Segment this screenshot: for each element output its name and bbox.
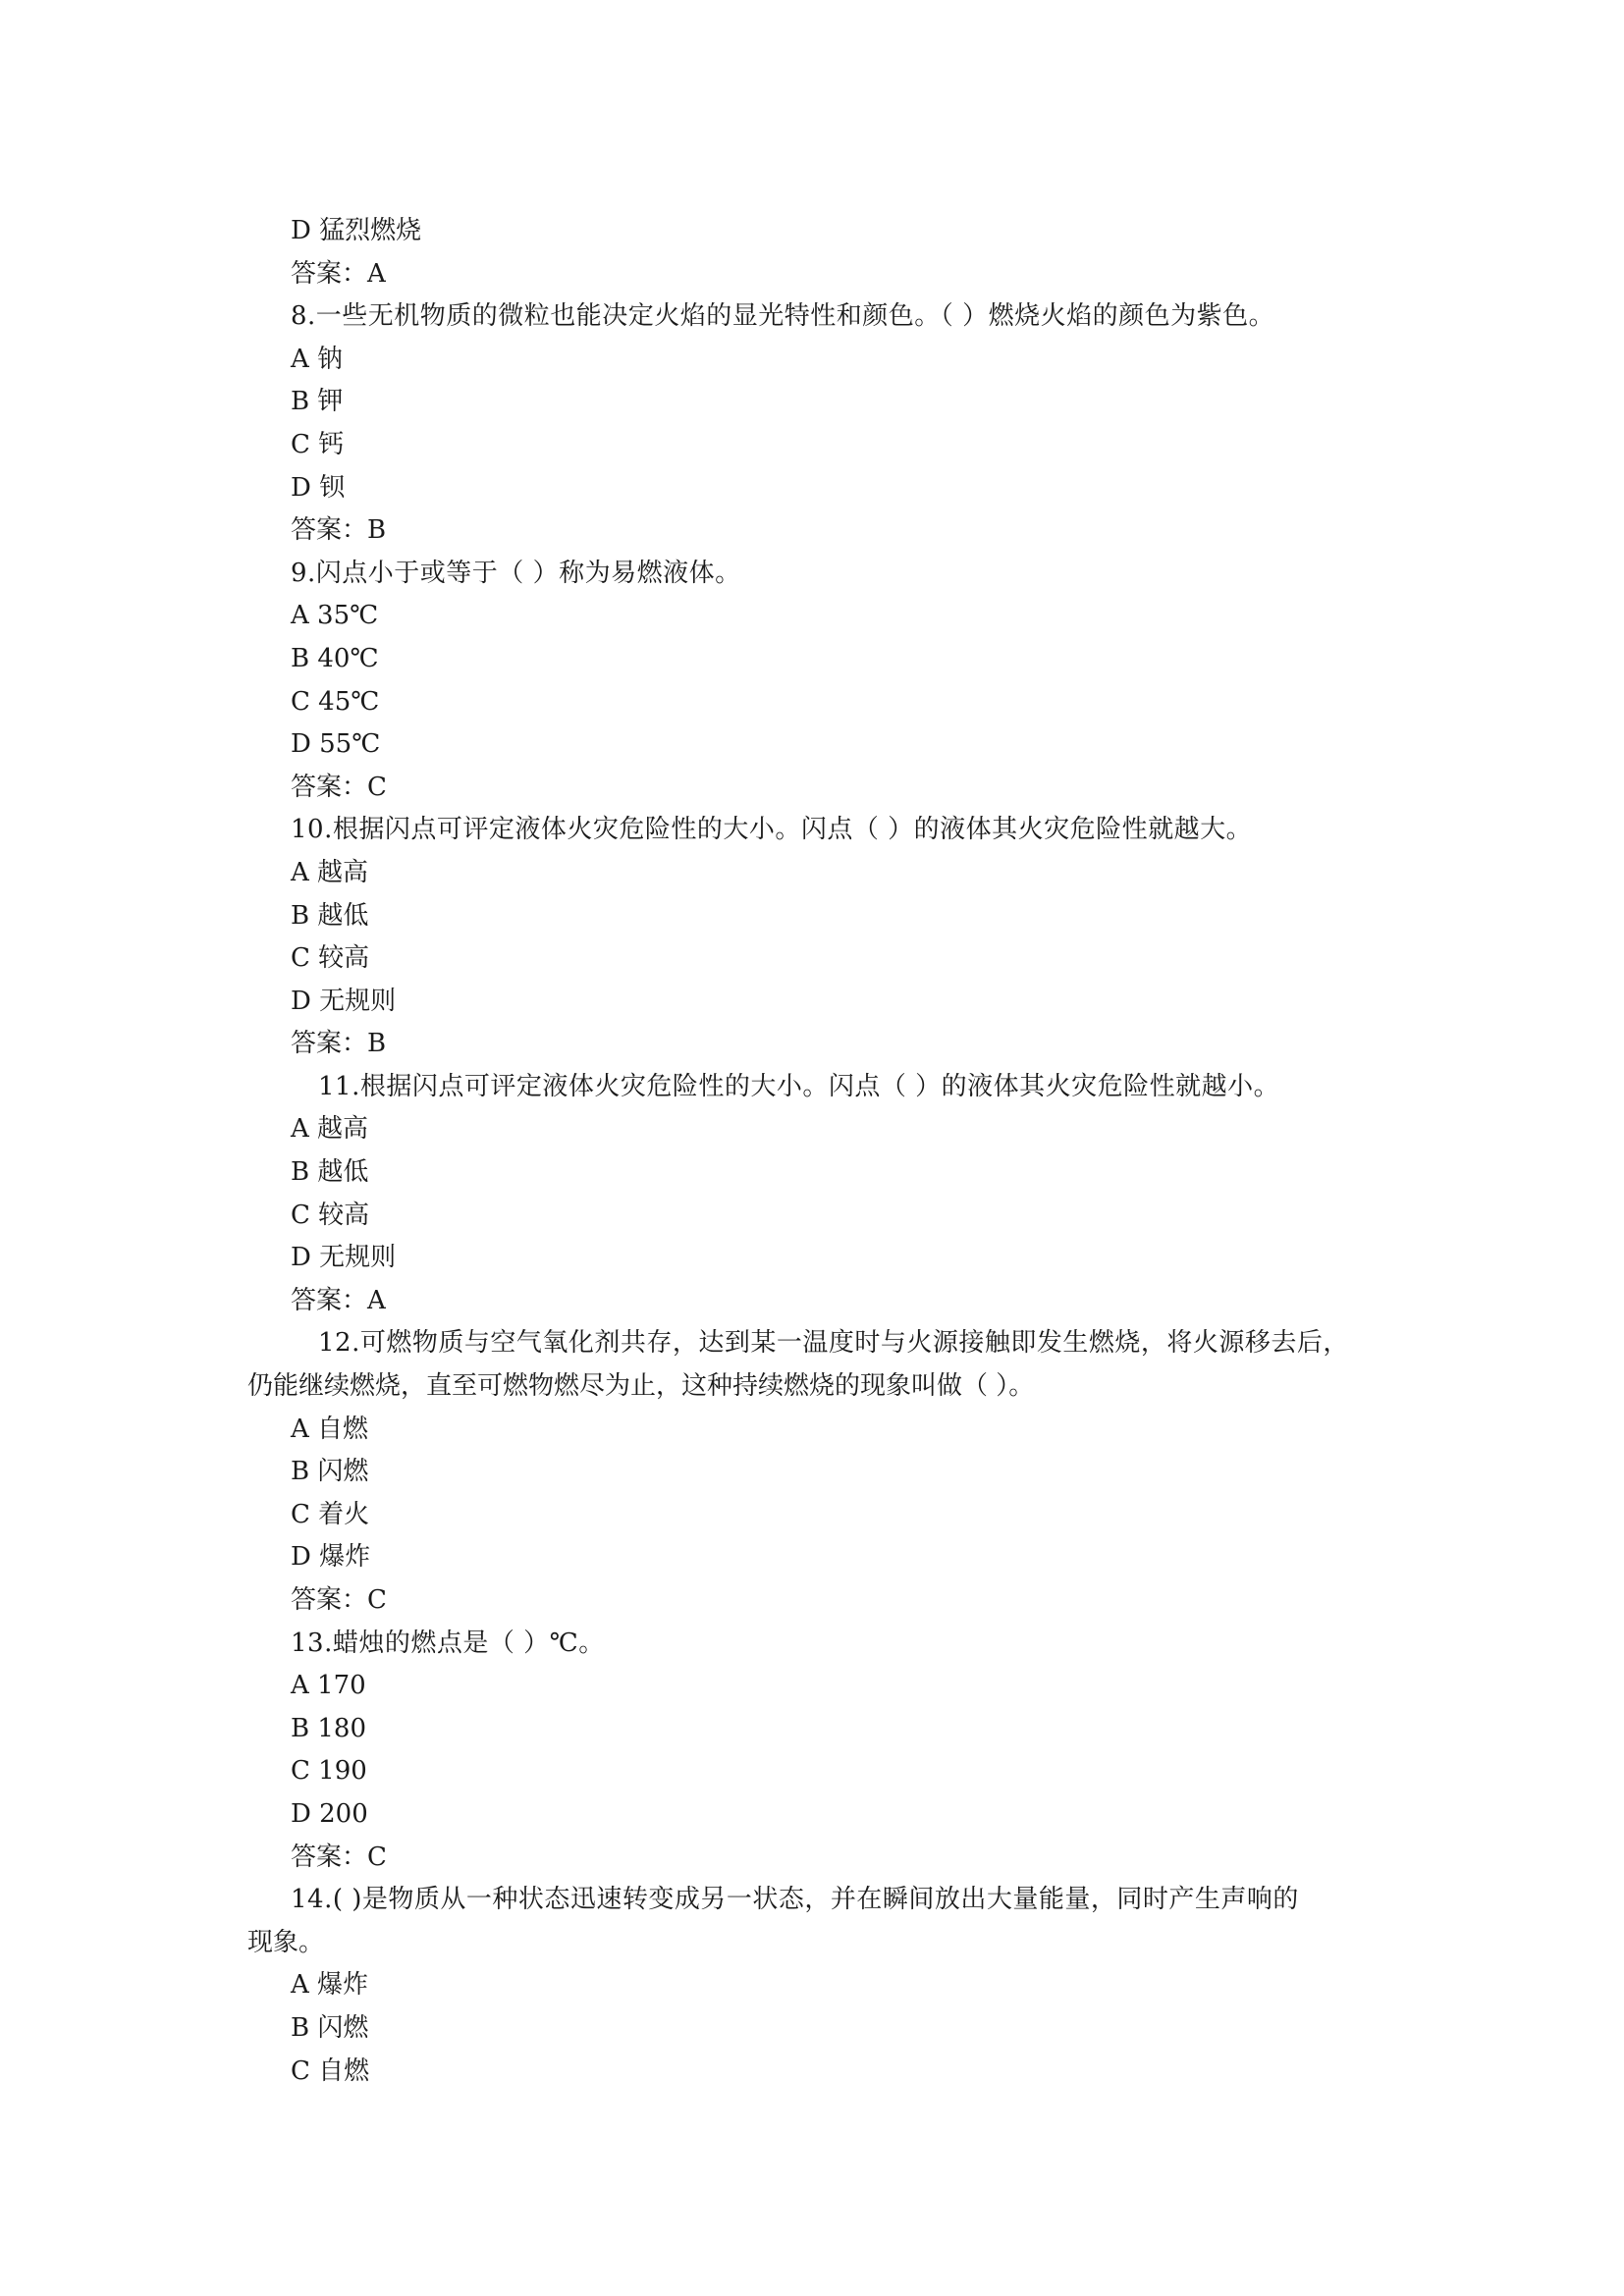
question-text: 10.根据闪点可评定液体火灾危险性的大小。闪点（ ）的液体其火灾危险性就越大。 bbox=[291, 815, 1253, 845]
answer-option: C 45℃ bbox=[291, 686, 380, 717]
answer-option: D 200 bbox=[291, 1798, 368, 1829]
answer-option: D 钡 bbox=[291, 472, 346, 503]
question-text-continued: 现象。 bbox=[247, 1927, 325, 1957]
answer-option: B 180 bbox=[291, 1713, 366, 1743]
question-text: 13.蜡烛的燃点是（ ）℃。 bbox=[291, 1628, 605, 1658]
question-text: 14.( )是物质从一种状态迅速转变成另一状态，并在瞬间放出大量能量，同时产生声响的 bbox=[291, 1885, 1299, 1915]
answer-option: D 猛烈燃烧 bbox=[291, 216, 422, 245]
answer-key: 答案：B bbox=[291, 515, 387, 546]
answer-option: D 无规则 bbox=[291, 1243, 397, 1273]
answer-option: A 越高 bbox=[291, 1114, 369, 1145]
answer-option: B 闪燃 bbox=[291, 2012, 369, 2043]
answer-option: C 190 bbox=[291, 1756, 367, 1787]
answer-option: B 40℃ bbox=[291, 643, 379, 673]
answer-option: A 35℃ bbox=[291, 601, 379, 631]
answer-option: A 钠 bbox=[291, 344, 344, 374]
answer-option: D 爆炸 bbox=[291, 1542, 371, 1573]
answer-key: 答案：A bbox=[291, 1285, 386, 1315]
answer-option: C 较高 bbox=[291, 1200, 370, 1230]
question-text: 12.可燃物质与空气氧化剂共存，达到某一温度时与火源接触即发生燃烧，将火源移去后， bbox=[318, 1328, 1349, 1359]
answer-key: 答案：C bbox=[291, 772, 387, 802]
answer-option: B 钾 bbox=[291, 387, 344, 417]
answer-option: C 较高 bbox=[291, 943, 370, 974]
answer-option: C 着火 bbox=[291, 1499, 370, 1529]
answer-option: A 170 bbox=[291, 1671, 366, 1701]
answer-option: C 钙 bbox=[291, 429, 345, 459]
answer-option: B 闪燃 bbox=[291, 1457, 369, 1487]
question-text-continued: 仍能继续燃烧，直至可燃物燃尽为止，这种持续燃烧的现象叫做（ ）。 bbox=[247, 1371, 1035, 1402]
answer-option: D 无规则 bbox=[291, 986, 397, 1016]
answer-option: C 自燃 bbox=[291, 2056, 370, 2086]
answer-key: 答案：B bbox=[291, 1029, 387, 1059]
question-list bbox=[247, 210, 1386, 2093]
question-text: 11.根据闪点可评定液体火灾危险性的大小。闪点（ ）的液体其火灾危险性就越小。 bbox=[318, 1071, 1280, 1101]
answer-option: B 越低 bbox=[291, 900, 369, 931]
answer-option: A 爆炸 bbox=[291, 1970, 369, 2001]
answer-option: A 越高 bbox=[291, 857, 369, 887]
answer-option: B 越低 bbox=[291, 1157, 369, 1188]
answer-option: D 55℃ bbox=[291, 729, 381, 760]
answer-key: 答案：C bbox=[291, 1842, 387, 1872]
answer-key: 答案：A bbox=[291, 258, 386, 289]
question-text: 9.闪点小于或等于（ ）称为易燃液体。 bbox=[291, 558, 741, 588]
answer-key: 答案：C bbox=[291, 1585, 387, 1615]
question-text: 8.一些无机物质的微粒也能决定火焰的显光特性和颜色。（ ）燃烧火焰的颜色为紫色。 bbox=[291, 301, 1275, 332]
answer-option: A 自燃 bbox=[291, 1414, 369, 1444]
